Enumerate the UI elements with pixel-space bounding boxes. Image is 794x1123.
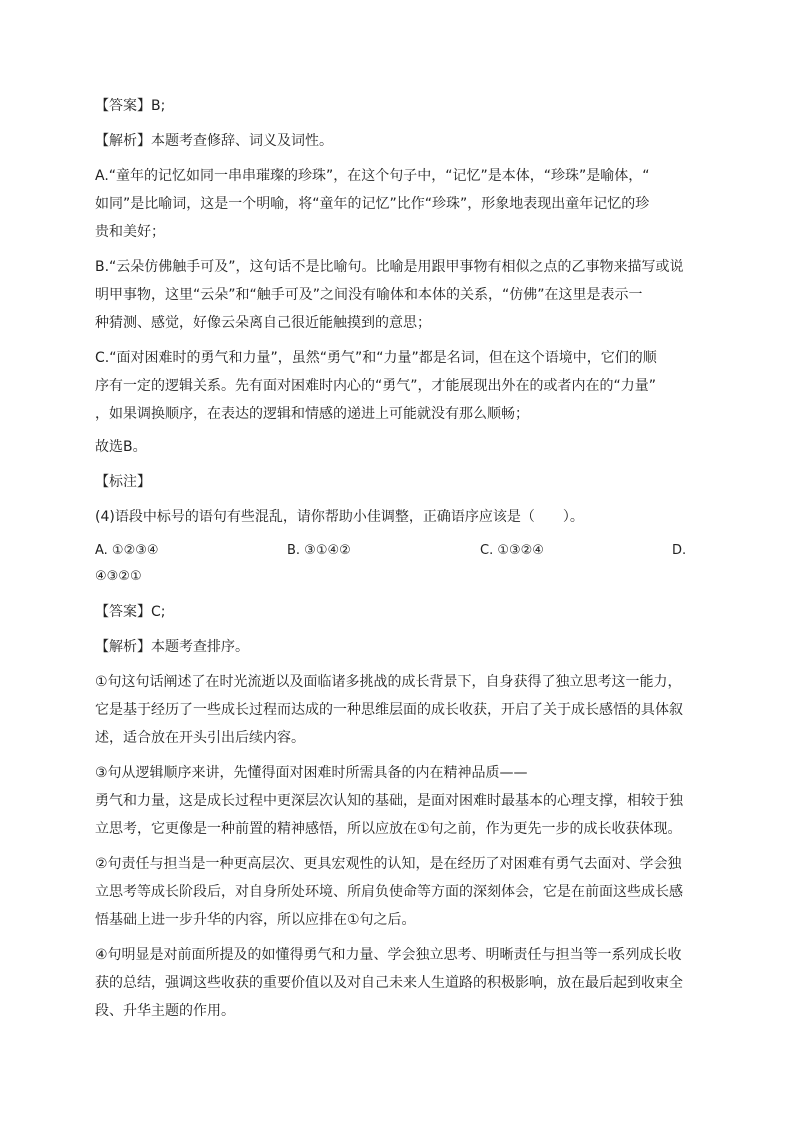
q4-p3-line-2: 立思考等成长阶段后，对自身所处环境、所肩负使命等方面的深刻体会，它是在前面这些成长感	[95, 884, 683, 900]
q3-a-line-2: 如同”是比喻词，这是一个明喻，将“童年的记忆”比作“珍珠”，形象地表现出童年记忆的珍	[95, 196, 650, 212]
q3-answer: 【答案】B;	[95, 98, 166, 114]
q3-a-line-3: 贵和美好；	[95, 224, 165, 240]
q4-p3-line-3: 悟基础上进一步升华的内容，所以应排在①句之后。	[95, 912, 416, 928]
q3-c-line-1: C.“面对困难时的勇气和力量”，虽然“勇气”和“力量”都是名词，但在这个语境中，它们的顺	[95, 350, 657, 366]
q3-a-line-1: A.“童年的记忆如同一串串璀璨的珍珠”，在这个句子中，“记忆”是本体，“珍珠”是喻体，“	[95, 168, 650, 184]
q3-analysis-title: 【解析】本题考查修辞、词义及词性。	[95, 133, 333, 149]
q3-b-line-2: 明甲事物，这里“云朵”和“触手可及”之间没有喻体和本体的关系，“仿佛”在这里是表示一	[95, 287, 643, 303]
q4-p4-line-2: 获的总结，强调这些收获的重要价值以及对自己未来人生道路的积极影响，放在最后起到收束全	[95, 975, 683, 991]
q4-p1-line-2: 它是基于经历了一些成长过程而达成的一种思维层面的成长收获，开启了关于成长感悟的具体叙	[95, 702, 683, 718]
q4-option-d-value: ④③②①	[95, 569, 142, 584]
q3-b-line-3: 种猜测、感觉，好像云朵离自己很近能触摸到的意思；	[95, 315, 431, 331]
q4-p4-line-3: 段、升华主题的作用。	[95, 1003, 235, 1019]
q4-p1-line-1: ①句这句话阐述了在时光流逝以及面临诸多挑战的成长背景下，自身获得了独立思考这一能力，	[95, 674, 682, 690]
q4-option-d: D.	[672, 543, 687, 558]
q4-p3-line-1: ②句责任与担当是一种更高层次、更具宏观性的认知，是在经历了对困难有勇气去面对、学会独	[95, 856, 682, 872]
q4-p2-line-2: 勇气和力量，这是成长过程中更深层次认知的基础，是面对困难时最基本的心理支撑，相较于独	[95, 793, 683, 809]
q4-option-b: B. ③①④②	[287, 543, 351, 558]
q4-answer: 【答案】C;	[95, 604, 166, 620]
q4-p1-line-3: 述，适合放在开头引出后续内容。	[95, 730, 305, 746]
biaozhu-heading: 【标注】	[95, 474, 151, 490]
q3-b-line-1: B.“云朵仿佛触手可及”，这句话不是比喻句。比喻是用跟甲事物有相似之点的乙事物来描写或说	[95, 259, 684, 275]
q4-analysis-title: 【解析】本题考查排序。	[95, 639, 249, 655]
q3-c-line-3: ，如果调换顺序，在表达的逻辑和情感的递进上可能就没有那么顺畅；	[95, 406, 529, 422]
q3-c-line-2: 序有一定的逻辑关系。先有面对困难时内心的“勇气”，才能展现出外在的或者内在的“力量”	[95, 378, 657, 394]
q4-p4-line-1: ④句明显是对前面所提及的如懂得勇气和力量、学会独立思考、明晰责任与担当等一系列成长收	[95, 947, 682, 963]
q4-p2-line-1: ③句从逻辑顺序来讲，先懂得面对困难时所需具备的内在精神品质——	[95, 765, 528, 781]
q4-option-a: A. ①②③④	[95, 543, 159, 558]
q3-conclusion: 故选B。	[95, 439, 147, 455]
q4-stem: (4)语段中标号的语句有些混乱，请你帮助小佳调整，正确语序应该是（ ）。	[95, 509, 584, 525]
q4-option-c: C. ①③②④	[480, 543, 544, 558]
q4-p2-line-3: 立思考，它更像是一种前置的精神感悟，所以应放在①句之前，作为更先一步的成长收获体现。	[95, 821, 682, 837]
